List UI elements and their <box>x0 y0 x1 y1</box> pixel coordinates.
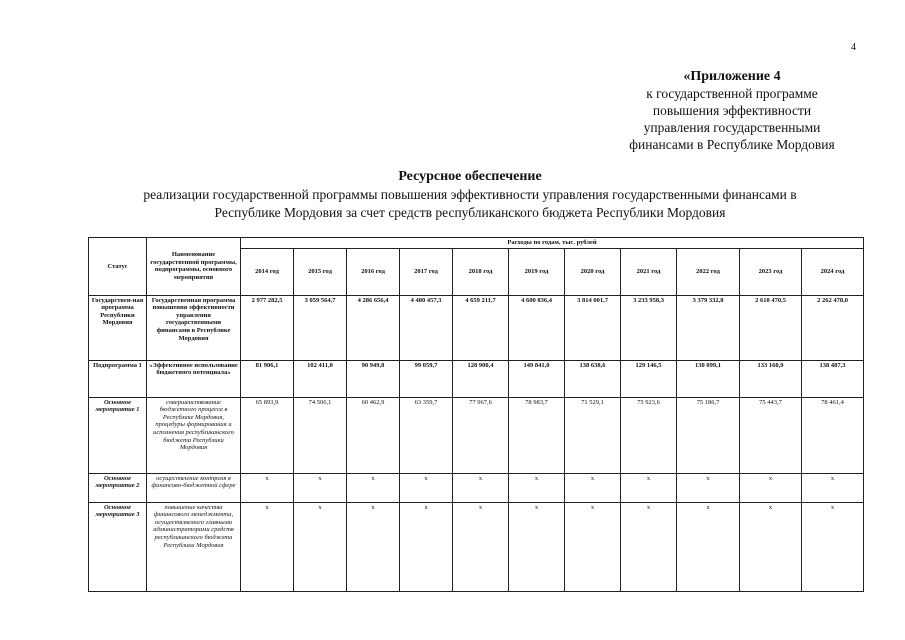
row-value: х <box>565 502 621 591</box>
resource-table <box>88 237 864 592</box>
header-year: 2021 год <box>621 248 677 295</box>
row-value: х <box>294 473 347 502</box>
appendix-line: к государственной программе <box>646 86 818 101</box>
appendix-line: управления государственными <box>643 120 821 135</box>
row-value: 74 506,1 <box>294 397 347 473</box>
row-value: 3 814 001,7 <box>565 295 621 360</box>
row-value: 78 983,7 <box>509 397 565 473</box>
row-value: 138 638,6 <box>565 360 621 397</box>
row-status: Основное мероприятие 3 <box>89 502 147 591</box>
row-value: х <box>677 502 740 591</box>
row-value: 102 411,0 <box>294 360 347 397</box>
header-expenses: Расходы по годам, тыс. рублей <box>241 238 864 249</box>
row-value: 65 893,9 <box>241 397 294 473</box>
row-value: х <box>453 473 509 502</box>
header-year: 2016 год <box>347 248 400 295</box>
row-name: «Эффективное использование бюджетного потенциала» <box>147 360 241 397</box>
row-value: х <box>802 502 864 591</box>
row-value: х <box>453 502 509 591</box>
row-value: х <box>621 502 677 591</box>
row-value: 2 977 282,5 <box>241 295 294 360</box>
row-name: совершенствование бюджетного процесса в Республике Мордовия, процедуры формирования и исполнения республиканского бюджета Республики Мордовия <box>147 397 241 473</box>
row-value: 4 480 457,3 <box>400 295 453 360</box>
row-value: х <box>509 502 565 591</box>
header-name: Наименование государственной программы, подпрограммы, основного мероприятия <box>147 238 241 296</box>
row-value: х <box>677 473 740 502</box>
appendix-line: повышения эффективности <box>652 103 812 118</box>
table-header-row <box>89 238 864 249</box>
table-row <box>89 502 864 591</box>
row-name: Государственная программа повышения эффективности управления государственными финансами в Республике Мордовия <box>147 295 241 360</box>
row-value: х <box>241 502 294 591</box>
row-value: 75 443,7 <box>740 397 802 473</box>
row-value: 90 949,8 <box>347 360 400 397</box>
row-value: х <box>400 502 453 591</box>
page-number: 4 <box>851 42 856 53</box>
row-value: 4 286 656,4 <box>347 295 400 360</box>
row-value: х <box>509 473 565 502</box>
table-row <box>89 473 864 502</box>
header-year: 2024 год <box>802 248 864 295</box>
row-value: 71 529,1 <box>565 397 621 473</box>
row-value: 99 059,7 <box>400 360 453 397</box>
header-status: Статус <box>89 238 147 296</box>
row-value: 4 600 836,4 <box>509 295 565 360</box>
document-title-block <box>30 168 905 222</box>
row-value: 138 487,3 <box>802 360 864 397</box>
row-value: 3 379 332,8 <box>677 295 740 360</box>
appendix-heading: «Приложение 4 <box>683 69 781 84</box>
row-value: х <box>565 473 621 502</box>
row-value: 128 900,4 <box>453 360 509 397</box>
header-year: 2019 год <box>509 248 565 295</box>
row-value: 130 099,1 <box>677 360 740 397</box>
row-value: 77 967,6 <box>453 397 509 473</box>
row-value: 60 462,9 <box>347 397 400 473</box>
row-value: х <box>347 502 400 591</box>
header-year: 2022 год <box>677 248 740 295</box>
row-value: 2 262 478,0 <box>802 295 864 360</box>
row-value: х <box>294 502 347 591</box>
document-subtitle-line: Республике Мордовия за счет средств республиканского бюджета Республики Мордовия <box>214 205 726 220</box>
row-value: 3 059 564,7 <box>294 295 347 360</box>
row-value: х <box>802 473 864 502</box>
row-value: х <box>347 473 400 502</box>
appendix-block <box>600 68 864 153</box>
row-status: Государствен-ная программа Республики Мордовия <box>89 295 147 360</box>
row-value: 81 906,1 <box>241 360 294 397</box>
row-value: х <box>400 473 453 502</box>
table-row <box>89 397 864 473</box>
row-value: 75 186,7 <box>677 397 740 473</box>
row-status: Основное мероприятие 2 <box>89 473 147 502</box>
row-value: х <box>241 473 294 502</box>
row-value: 129 146,5 <box>621 360 677 397</box>
table-row <box>89 360 864 397</box>
row-value: 3 233 958,3 <box>621 295 677 360</box>
row-status: Основное мероприятие 1 <box>89 397 147 473</box>
row-value: х <box>621 473 677 502</box>
row-value: х <box>740 502 802 591</box>
row-value: х <box>740 473 802 502</box>
header-year: 2020 год <box>565 248 621 295</box>
header-year: 2014 год <box>241 248 294 295</box>
row-value: 63 359,7 <box>400 397 453 473</box>
appendix-line: финансами в Республике Мордовия <box>629 137 835 152</box>
row-name: осуществление контроля в финансово-бюджетной сфере <box>147 473 241 502</box>
row-value: 149 841,0 <box>509 360 565 397</box>
header-year: 2015 год <box>294 248 347 295</box>
row-value: 2 618 470,5 <box>740 295 802 360</box>
header-year: 2017 год <box>400 248 453 295</box>
row-name: повышение качества финансового менеджмента, осуществляемого главными администраторами средств республиканского бюджета Республики Мордовия <box>147 502 241 591</box>
header-year: 2018 год <box>453 248 509 295</box>
row-value: 4 659 211,7 <box>453 295 509 360</box>
row-value: 133 160,9 <box>740 360 802 397</box>
document-title: Ресурсное обеспечение <box>398 169 542 184</box>
row-value: 75 923,6 <box>621 397 677 473</box>
table-row <box>89 295 864 360</box>
row-value: 78 461,4 <box>802 397 864 473</box>
row-status: Подпрограмма 1 <box>89 360 147 397</box>
document-subtitle-line: реализации государственной программы повышения эффективности управления государственными финансами в <box>143 187 797 202</box>
header-year: 2023 год <box>740 248 802 295</box>
